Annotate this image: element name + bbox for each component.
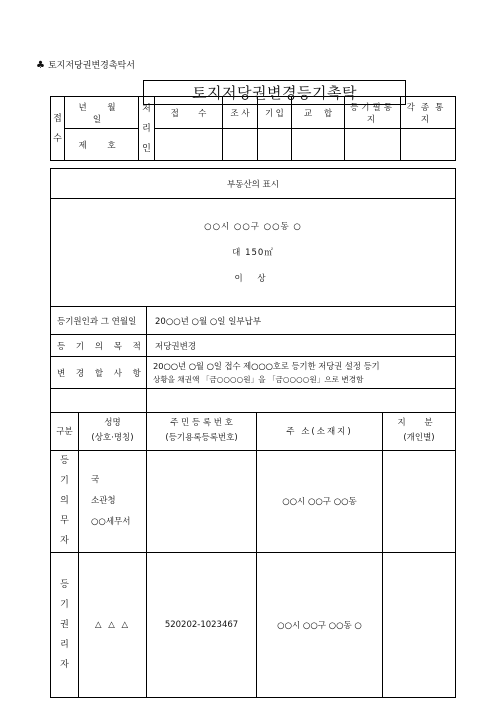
caption-text: 토지저당권변경촉탁서 xyxy=(47,61,135,71)
change-label: 변 경 할 사 항 xyxy=(51,357,147,388)
obligor-name: 국 소관청 ○○세무서 xyxy=(79,451,147,553)
address-header: 주 소(소재지) xyxy=(257,412,383,450)
holder-name: △ △ △ xyxy=(79,552,147,697)
division-header: 구분 xyxy=(51,412,79,450)
holder-share xyxy=(383,552,456,697)
document-caption xyxy=(36,58,135,71)
receipt-side-label: 접수 xyxy=(51,97,65,161)
share-header: 지 분 (개인별) xyxy=(383,412,456,450)
receipt-header-entry: 기 입 xyxy=(258,97,292,129)
receipt-date-label: 년 월 일 xyxy=(65,97,139,129)
various-notice-label: 각종통지 xyxy=(401,97,456,129)
receipt-number-label: 제 호 xyxy=(65,129,139,161)
main-form-table xyxy=(50,168,456,698)
obligor-id xyxy=(147,451,257,553)
reception-cell xyxy=(155,129,223,161)
blank-row-label xyxy=(51,388,147,412)
receipt-header-reception: 접 수 xyxy=(155,97,223,129)
change-line-2: 상황을 채권액 「금○○○○원」을 「금○○○○원」으로 변경함 xyxy=(153,374,364,384)
change-value xyxy=(147,357,456,388)
purpose-label: 등 기 의 목 적 xyxy=(51,335,147,357)
document-title: 토지저당권변경등기촉탁 xyxy=(143,80,406,105)
notice-cell xyxy=(345,129,401,161)
receipt-table xyxy=(50,96,456,161)
various-notice-cell xyxy=(401,129,456,161)
cause-value: 20○○년 ○월 ○일 일부납부 xyxy=(147,307,456,335)
notice-label: 등기필통지 xyxy=(345,97,401,129)
property-location: ○○시 ○○구 ○○동 ○ xyxy=(204,221,302,232)
investigation-cell xyxy=(223,129,258,161)
receipt-header-collation: 교 합 xyxy=(292,97,345,129)
obligor-label: 등 기 의 무 자 xyxy=(51,451,79,553)
collation-cell xyxy=(292,129,345,161)
obligor-address: ○○시 ○○구 ○○동 xyxy=(257,451,383,553)
holder-address: ○○시 ○○구 ○○동 ○ xyxy=(257,552,383,697)
purpose-value: 저당권변경 xyxy=(147,335,456,357)
change-line-1: 20○○년 ○월 ○일 접수 제○○○호로 등기한 저당권 설정 등기 xyxy=(153,360,380,371)
receipt-header-investigation: 조 사 xyxy=(223,97,258,129)
id-header: 주 민 등 록 번 호 (등기용록등록번호) xyxy=(147,412,257,450)
club-icon: ♣ xyxy=(36,60,45,71)
entry-cell xyxy=(258,129,292,161)
property-description xyxy=(51,199,456,307)
property-end: 이 상 xyxy=(234,273,272,284)
cause-label: 등기원인과 그 연월일 xyxy=(51,307,147,335)
obligor-share xyxy=(383,451,456,553)
blank-row-value xyxy=(147,388,456,412)
holder-id: 520202-1023467 xyxy=(147,552,257,697)
property-land: 대 150㎡ xyxy=(232,247,274,258)
property-header: 부동산의 표시 xyxy=(51,169,456,199)
holder-label: 등 기 권 리 자 xyxy=(51,552,79,697)
processor-label: 처리인 xyxy=(139,97,155,161)
name-header: 성명 (상호·명칭) xyxy=(79,412,147,450)
